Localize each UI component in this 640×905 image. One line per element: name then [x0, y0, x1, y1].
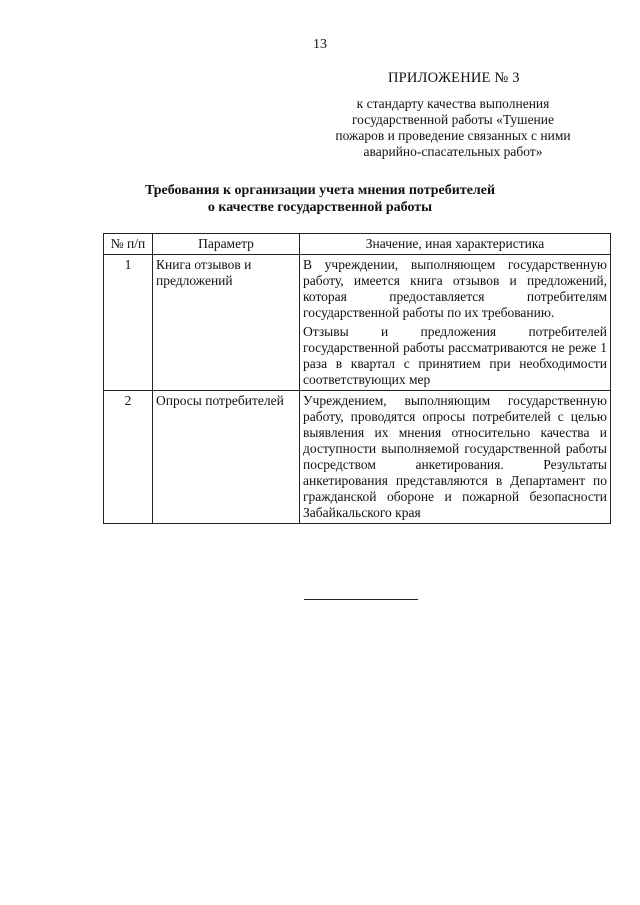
table-header-row — [104, 234, 611, 255]
header-num: № п/п — [104, 234, 153, 255]
row-num: 1 — [104, 255, 153, 391]
appendix-subtitle-line: аварийно-спасательных работ» — [363, 144, 543, 159]
document-heading-line: о качестве государственной работы — [207, 200, 433, 215]
row-param: Опросы потребителей — [153, 391, 300, 524]
page-number: 13 — [313, 37, 327, 52]
row-value-paragraph: В учреждении, выполняющем государственную работу, имеется книга отзывов и предложений, которая предоставляется потребителям государственной работы по их требованию. — [303, 257, 607, 320]
row-param: Книга отзывов и предложений — [153, 255, 300, 391]
header-value: Значение, иная характеристика — [300, 234, 611, 255]
table-row — [104, 391, 611, 524]
appendix-subtitle-line: пожаров и проведение связанных с ними — [335, 128, 571, 143]
row-num: 2 — [104, 391, 153, 524]
header-param: Параметр — [153, 234, 300, 255]
footer-divider — [304, 599, 418, 600]
appendix-subtitle-line: к стандарту качества выполнения — [356, 96, 550, 111]
appendix-subtitle — [328, 96, 578, 160]
appendix-title: ПРИЛОЖЕНИЕ № 3 — [388, 70, 520, 86]
row-value-paragraph: Отзывы и предложения потребителей государственной работы рассматриваются не реже 1 раза в квартал с принятием при необходимости соответствующих мер — [303, 324, 607, 387]
requirements-table — [103, 233, 611, 524]
appendix-subtitle-line: государственной работы «Тушение — [351, 112, 555, 127]
document-heading-line: Требования к организации учета мнения потребителей — [144, 183, 496, 198]
row-value — [300, 255, 611, 391]
document-heading — [0, 182, 640, 216]
row-value — [300, 391, 611, 524]
table-row — [104, 255, 611, 391]
row-value-paragraph: Учреждением, выполняющим государственную работу, проводятся опросы потребителей с целью выявления их мнения относительно качества и доступности выполняемой государственной работы посредством анкетирования. Результаты анкетирования представляются в Департамент по гражданской обороне и пожарной безопасности Забайкальского края — [303, 393, 607, 520]
